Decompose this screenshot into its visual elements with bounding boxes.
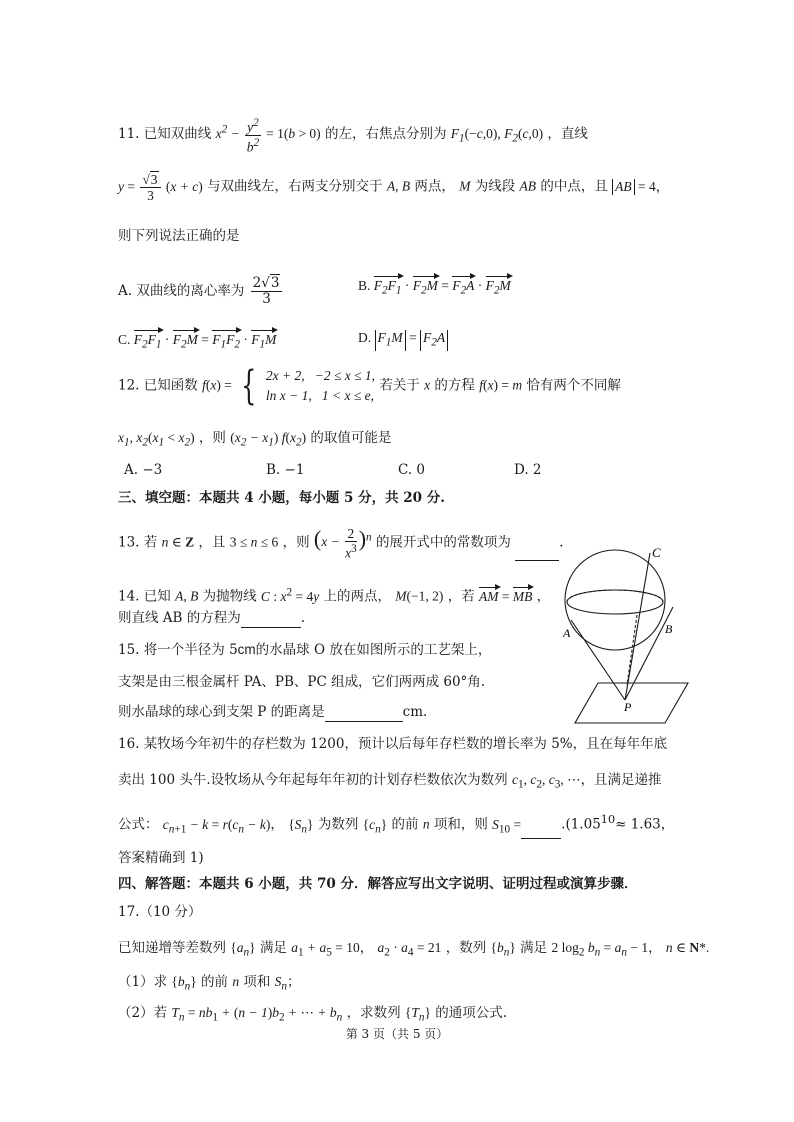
section-4-heading: 四、解答题：本题共 6 小题，共 70 分．解答应写出文字说明、证明过程或演算步骤． xyxy=(118,876,638,892)
q15-line3: 则水晶球的球心到支架 P 的距离是 cm. xyxy=(118,704,428,720)
section-3-heading: 三、填空题：本题共 4 小题，每小题 5 分，共 20 分. xyxy=(118,490,445,506)
q11-option-c: C. $F_2F_1 \cdot F_2M = F_1F_2 \cdot F_1M$ xyxy=(118,332,277,351)
q11-line1: 11. 已知双曲线 $x^2$ − $\frac{y^2}{b^2}$ = 1(b > 0) 的左，右焦点分别为 $F_1(-c,0)$, $F_2(c,0)$ ，直线 xyxy=(118,117,588,154)
q12-line1: 12. 已知函数 f(x) = { 2x + 2, −2 ≤ x ≤ 1, ln x − 1, 1 < x ≤ e, 若关于 x 的方程 f(x) = m 恰有两个不同解 xyxy=(118,363,621,409)
q12-line2: $x_1$, $x_2(x_1 < x_2)$ ，则 $(x_2 - x_1)$ $f(x_2)$ 的取值可能是 xyxy=(118,430,392,449)
hyperbola-equation: $x^2$ − $\frac{y^2}{b^2}$ = 1(b > 0) xyxy=(215,117,321,154)
q14-line1: 14. 已知 A, B 为抛物线 C : $x^2 = 4y$ 上的两点， M(−1, 2) ，若 AM = MB ， xyxy=(118,586,551,605)
q14-line2: 则直线 AB 的方程为 . xyxy=(118,610,306,626)
rod-pc xyxy=(625,553,650,700)
q17-heading: 17.（10 分） xyxy=(118,904,202,920)
q17-line1: 已知递增等差数列 $\{a_n\}$ 满足 $a_1 + a_5 = 10$， $a_2 \cdot a_4 = 21$ ，数列 $\{b_n\}$ 满足 2 $\log_2 b_n = a_n - 1$， n ∈ N*. xyxy=(118,940,710,959)
q16-line3: 公式： $c_{n+1} - k = r(c_n - k)$， $\{S_n\}$ 为数列 $\{c_n\}$ 的前 n 项和，则 $S_{10} = .(1.05^{10}\approx 1.63$， xyxy=(118,810,674,839)
q12-option-a: A. −3 xyxy=(124,462,163,478)
label-p: P xyxy=(624,700,632,714)
page-footer: 第 3 页（共 5 页） xyxy=(345,1027,449,1041)
q13: 13. 若 n ∈ Z ，且 3 ≤ n ≤ 6 ，则 (x − $\frac{2}{x^3}$ )$^n$ 的展开式中的常数项为 . xyxy=(118,526,564,561)
q17-part1: （1）求 $\{b_n\}$ 的前 n 项和 $S_n$； xyxy=(118,974,301,993)
q16-line4: 答案精确到 1) xyxy=(118,850,204,866)
q16-answer-blank[interactable] xyxy=(521,824,561,839)
label-c: C xyxy=(652,545,661,560)
rod-pc-dashed xyxy=(627,615,637,685)
label-b: B xyxy=(665,622,673,636)
sphere xyxy=(565,550,665,650)
q11-option-d: D. $F_1M = F_2A$ xyxy=(358,328,448,351)
q17-part2: （2）若 $T_n = nb_1 + (n - 1)b_2$ + ⋯ + $b_n$ ，求数列 $\{T_n\}$ 的通项公式. xyxy=(118,1005,508,1024)
q11-line2: y = $\frac{√3}{3}$ (x + c) 与双曲线左，右两支分别交于 A, B 两点， M 为线段 AB 的中点，且 AB = 4， xyxy=(118,172,670,203)
crystal-ball-stand-figure xyxy=(555,545,705,725)
line-equation: y = $\frac{√3}{3}$ (x + c) xyxy=(118,172,203,203)
sphere-equator-back xyxy=(567,590,663,602)
q11-option-b: B. $F_2F_1 \cdot F_2M = F_2A \cdot F_2M$ xyxy=(358,278,511,297)
q16-line2: 卖出 100 头牛.设牧场从今年起每年年初的计划存栏数依次为数列 $c_1$, $c_2$, $c_3$, ⋯，且满足递推 xyxy=(118,772,662,791)
q14-answer-blank[interactable] xyxy=(241,613,301,628)
q16-line1: 16. 某牧场今年初牛的存栏数为 1200，预计以后每年存栏数的增长率为 5%，且在每年年底 xyxy=(118,736,668,752)
q12-option-b: B. −1 xyxy=(266,462,305,478)
q13-answer-blank[interactable] xyxy=(515,546,559,561)
rod-pb xyxy=(625,607,673,700)
label-a: A xyxy=(563,626,571,640)
base-plane xyxy=(575,683,688,723)
q15-line2: 支架是由三根金属杆 PA、PB、PC 组成，它们两两成 60°角. xyxy=(118,674,486,690)
q15-line1: 15. 将一个半径为 5cm的水晶球 O 放在如图所示的工艺架上， xyxy=(118,642,492,658)
piecewise-cases: 2x + 2, −2 ≤ x ≤ 1, ln x − 1, 1 < x ≤ e, xyxy=(265,368,376,403)
foci-coordinates: $F_1(-c,0)$, $F_2(c,0)$ xyxy=(450,126,544,145)
q15-answer-blank[interactable] xyxy=(325,707,403,722)
q12-option-d: D. 2 xyxy=(514,462,542,478)
rod-pa xyxy=(571,620,625,700)
q11-option-a: A. 双曲线的离心率为 $\frac{2√3}{3}$ xyxy=(118,276,284,307)
q12-option-c: C. 0 xyxy=(398,462,426,478)
q11-line3: 则下列说法正确的是 xyxy=(118,228,240,244)
